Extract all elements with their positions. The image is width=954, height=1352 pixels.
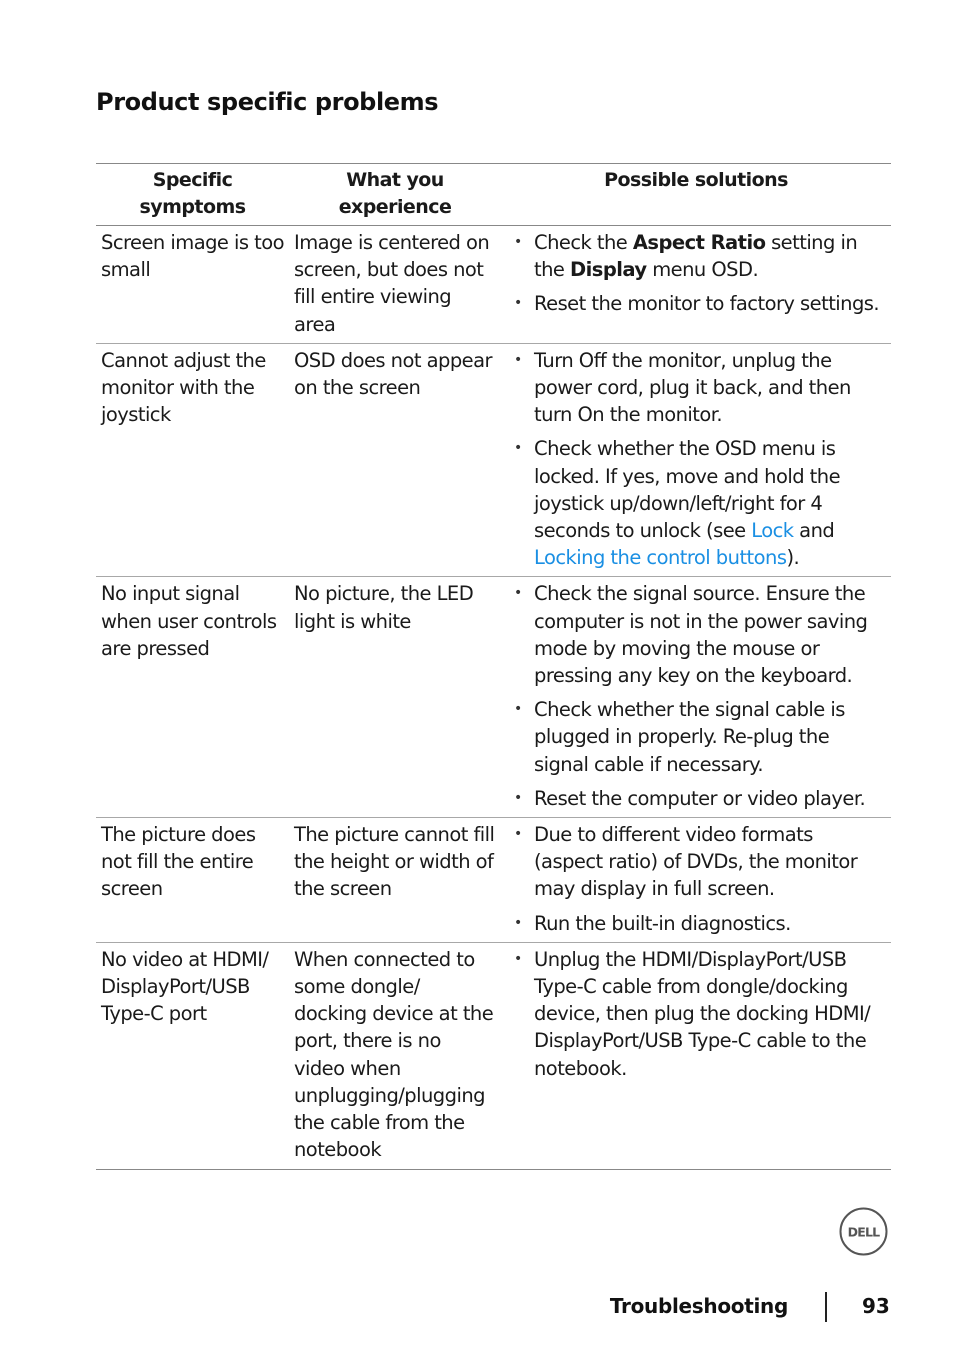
- symptom-cell: Cannot adjust the monitor with the joystick: [101, 348, 266, 427]
- solution-text: Check the signal source. Ensure the computer is not in the power saving mode by moving the mouse or pressing any key on the keyboard.: [534, 582, 868, 688]
- solution-text: and: [793, 519, 835, 543]
- bold-term: Aspect Ratio: [632, 231, 766, 254]
- solution-item: [506, 821, 887, 903]
- symptom-cell: Screen image is too small: [101, 231, 285, 282]
- symptom-cell: No video at HDMI/ DisplayPort/USB Type-C port: [101, 947, 269, 1026]
- solution-text: ).: [786, 546, 800, 570]
- header-experience: What you experience: [338, 169, 452, 218]
- experience-cell: Image is centered on screen, but does not fill entire viewing area: [294, 231, 490, 336]
- table-row: [96, 818, 891, 943]
- symptom-cell: The picture does not fill the entire screen: [101, 823, 256, 901]
- footer-divider: [825, 1292, 827, 1322]
- solutions-cell: [501, 942, 891, 1169]
- solution-item: [506, 910, 887, 937]
- page-title: Product specific problems: [96, 88, 439, 116]
- experience-cell: When connected to some dongle/ docking device at the port, there is no video when unplugging/plugging the cable from the notebook: [294, 947, 494, 1162]
- solution-text: Check whether the OSD menu is locked. If yes, move and hold the joystick up/down/left/right for 4 seconds to unlock (see: [534, 437, 841, 543]
- solution-list: [506, 821, 887, 937]
- problems-table: [96, 163, 891, 1170]
- solution-item: [506, 946, 887, 1082]
- solutions-cell: [501, 226, 891, 344]
- experience-cell: No picture, the LED light is white: [294, 582, 474, 633]
- bullet-icon: •: [514, 826, 522, 843]
- bullet-icon: •: [514, 440, 522, 457]
- solution-text: menu OSD.: [646, 258, 759, 282]
- dell-logo-text: DELL: [847, 1224, 880, 1240]
- solution-item: [506, 229, 887, 283]
- solution-list: [506, 347, 887, 572]
- footer-section-title: Troubleshooting: [609, 1294, 788, 1318]
- cross-reference-link[interactable]: Lock: [751, 519, 794, 543]
- solution-text: Turn Off the monitor, unplug the power cord, plug it back, and then turn On the monitor.: [534, 348, 851, 427]
- table-row: [96, 343, 891, 577]
- header-solutions: Possible solutions: [604, 169, 788, 191]
- experience-cell: OSD does not appear on the screen: [294, 348, 492, 400]
- bullet-icon: •: [514, 295, 522, 312]
- bold-term: Display: [570, 258, 647, 282]
- solution-item: [506, 785, 887, 812]
- solution-text: Check whether the signal cable is plugged in properly. Re-plug the signal cable if necessary.: [534, 698, 845, 776]
- solution-item: [506, 696, 887, 778]
- solution-item: [506, 435, 887, 571]
- solution-list: [506, 580, 887, 812]
- bullet-icon: •: [514, 789, 522, 806]
- solution-item: [506, 290, 887, 317]
- solutions-cell: [501, 577, 891, 818]
- page-number: 93: [862, 1294, 890, 1318]
- solution-text: Check the: [534, 231, 633, 254]
- solution-list: [506, 229, 887, 318]
- solution-text: Due to different video formats (aspect ratio) of DVDs, the monitor may display in full screen.: [534, 823, 858, 901]
- solution-item: [506, 347, 887, 429]
- bullet-icon: •: [514, 585, 522, 602]
- cross-reference-link[interactable]: Locking the control buttons: [534, 546, 787, 570]
- bullet-icon: •: [514, 914, 522, 931]
- solution-item: [506, 580, 887, 689]
- symptom-cell: No input signal when user controls are pressed: [101, 582, 277, 660]
- bullet-icon: •: [514, 234, 522, 250]
- experience-cell: The picture cannot fill the height or width of the screen: [294, 823, 495, 901]
- header-symptoms: Specific symptoms: [139, 169, 246, 218]
- table-row: [96, 942, 891, 1169]
- solution-text: Unplug the HDMI/DisplayPort/USB Type-C cable from dongle/docking device, then plug the docking HDMI/ DisplayPort/USB Type-C cable to the notebook.: [534, 947, 871, 1080]
- solutions-cell: [501, 818, 891, 943]
- table-row: [96, 577, 891, 818]
- bullet-icon: •: [514, 701, 522, 718]
- bullet-icon: •: [514, 351, 522, 368]
- solution-text: Reset the monitor to factory settings.: [534, 292, 880, 316]
- solution-text: Reset the computer or video player.: [534, 786, 866, 810]
- solution-text: Run the built-in diagnostics.: [534, 911, 791, 935]
- table-row: [96, 226, 891, 344]
- table-header-row: [96, 164, 891, 226]
- solution-text: setting in the: [534, 231, 858, 282]
- solution-list: [506, 946, 887, 1082]
- solutions-cell: [501, 343, 891, 577]
- bullet-icon: •: [514, 950, 522, 967]
- dell-logo: [839, 1207, 888, 1256]
